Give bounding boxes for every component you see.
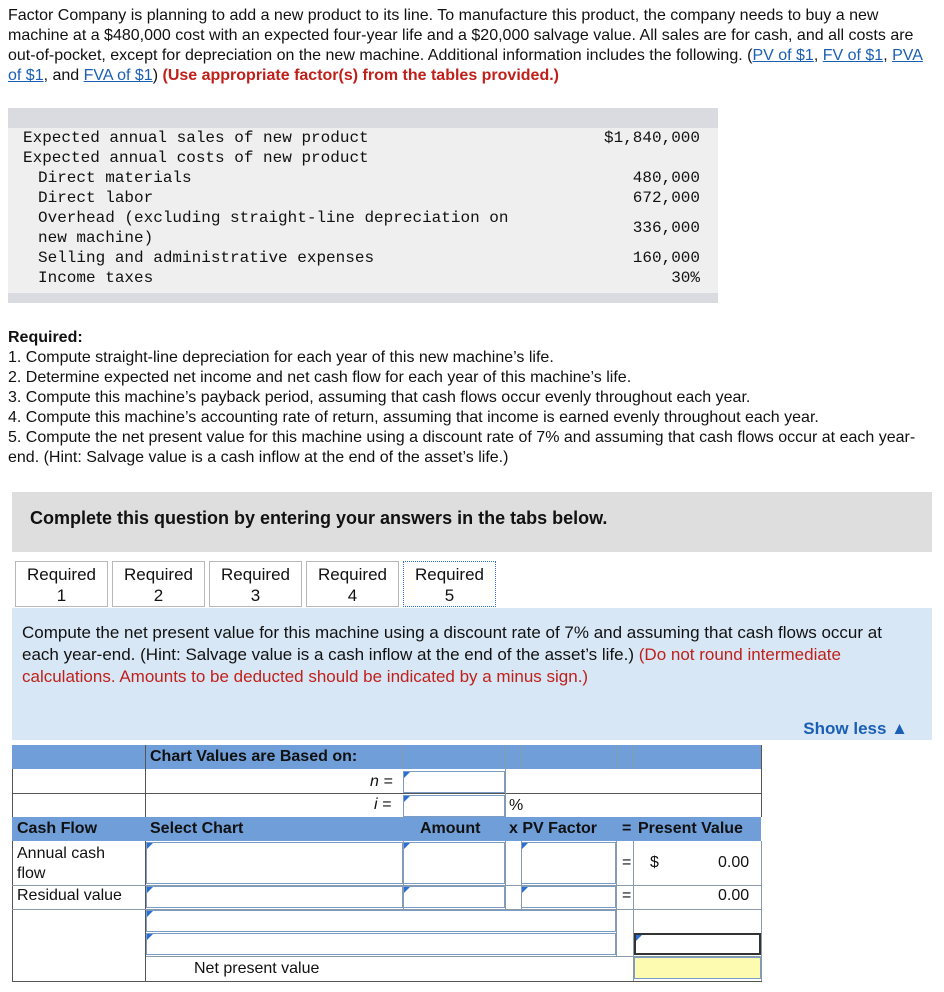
table-header-row [12, 745, 761, 769]
col-equals: = [622, 820, 632, 837]
task-panel [12, 608, 932, 740]
n-label: n = [370, 773, 393, 790]
required-item-1: 1. Compute straight-line depreciation for each year of this new machine’s life. [8, 349, 554, 366]
tab-required-4[interactable]: Required 4 [306, 561, 399, 607]
tab-required-1[interactable]: Required 1 [15, 561, 108, 607]
residual-value-chart-select[interactable] [146, 886, 403, 908]
divider [633, 745, 634, 769]
col-amount: Amount [420, 820, 481, 837]
divider [761, 745, 762, 817]
fv-table-link[interactable]: FV of $1 [822, 47, 884, 64]
blank-row-input-2[interactable] [146, 933, 616, 955]
col-present-value: Present Value [638, 820, 743, 837]
equals-sign: = [622, 854, 632, 871]
equals-sign: = [622, 887, 632, 904]
residual-value-amount-input[interactable] [403, 886, 505, 908]
pv-table-link[interactable]: PV of $1 [752, 47, 814, 64]
task-note: (Do not round intermediate calculations. Amounts to be deducted should be indicated by a minus sign.) [22, 645, 841, 686]
residual-value-pv-factor-input[interactable] [521, 886, 616, 908]
divider [633, 841, 634, 981]
pva-table-link[interactable]: PVA of $1 [8, 47, 923, 84]
divider [505, 745, 506, 769]
required-item-2: 2. Determine expected net income and net cash flow for each year of this machine’s life. [8, 369, 632, 386]
required-item-3: 3. Compute this machine’s payback period, assuming that cash flows occur evenly throughout each year. [8, 389, 751, 406]
blank-row-input-1[interactable] [146, 910, 616, 932]
net-present-value-label: Net present value [194, 960, 320, 977]
divider [505, 769, 506, 817]
intro-text: Factor Company is planning to add a new product to its line. To manufacture this product, the company needs to buy a new machine at a $480,000 cost with an expected four-year life and a $20,000 salvage value. All sales are for cash, and all costs are out-of-pocket, except for depreciation on the new machine. Additional information includes the following. ( [8, 7, 914, 64]
divider [403, 745, 404, 769]
col-pv-factor: x PV Factor [509, 820, 598, 837]
col-select-chart: Select Chart [150, 820, 244, 837]
dollar-sign: $ [650, 854, 659, 871]
divider [12, 793, 761, 794]
divider [12, 769, 13, 981]
i-label: i = [374, 796, 392, 813]
residual-value-present-value: 0.00 [718, 887, 750, 904]
tab-required-5[interactable]: Required 5 [403, 561, 496, 607]
required-list [8, 328, 936, 468]
divider [12, 981, 762, 982]
problem-intro: Factor Company is planning to add a new product to its line. To manufacture this product, the company needs to buy a new machine at a $480,000 cost with an expected four-year life and a $20,000 salvage value. All sales are for cash, and all costs are out-of-pocket, except for depreciation on the new machine. Additional information includes the following. (PV of $1, FV of $1, PVA of $1, and FVA of $1) (Use appropriate factor(s) from the tables provided.) [8, 7, 923, 84]
triangle-up-icon: ▲ [891, 719, 908, 738]
annual-cash-flow-present-value: 0.00 [718, 854, 750, 871]
required-item-4: 4. Compute this machine’s accounting rate of return, assuming that income is earned evenly throughout each year. [8, 409, 819, 426]
i-input[interactable] [403, 795, 505, 817]
required-title: Required: [8, 329, 83, 346]
divider [521, 745, 522, 769]
residual-value-label: Residual value [17, 887, 122, 904]
col-cash-flow: Cash Flow [17, 820, 98, 837]
tab-required-2[interactable]: Required 2 [112, 561, 205, 607]
task-text: Compute the net present value for this machine using a discount rate of 7% and assuming that cash flows occur at each year-end. (Hint: Salvage value is a cash inflow at the end of the asset’s life.) (Do not round intermediate calculations. Amounts to be deducted should be indicated by a minus sign.) [22, 623, 882, 686]
percent-sign: % [509, 797, 524, 814]
show-less-link[interactable]: Show less ▲ [803, 719, 908, 738]
divider [616, 841, 617, 956]
net-present-value-output[interactable] [634, 957, 761, 979]
annual-cash-flow-amount-input[interactable] [403, 842, 505, 884]
divider [403, 841, 404, 909]
subtotal-input[interactable] [634, 933, 761, 955]
required-item-5: 5. Compute the net present value for this machine using a discount rate of 7% and assuming that cash flows occur at each year-end. (Hint: Salvage value is a cash inflow at the end of the asset’s life.) [8, 429, 916, 466]
tab-required-3[interactable]: Required 3 [209, 561, 302, 607]
fva-table-link[interactable]: FVA of $1 [83, 67, 153, 84]
npv-answer-table [12, 745, 762, 985]
intro-instruction: (Use appropriate factor(s) from the tables provided.) [162, 67, 559, 84]
given-data-table: Expected annual sales of new product $1,840,000 Expected annual costs of new product Direct materials 480,000 Direct labor 672,000 Overhead (excluding straight-line depreciation on 336,000 new machine) Selling and administrative expenses 160,000 Income taxes 30% [8, 108, 718, 303]
divider [521, 841, 522, 909]
instructions-banner: Complete this question by entering your answers in the tabs below. [12, 492, 932, 552]
divider [505, 841, 506, 909]
annual-cash-flow-pv-factor-input[interactable] [521, 842, 616, 884]
divider [761, 841, 762, 981]
annual-cash-flow-label: Annual cash flow [17, 845, 106, 882]
chart-values-header: Chart Values are Based on: [150, 748, 358, 765]
n-input[interactable] [403, 771, 505, 793]
annual-cash-flow-chart-select[interactable] [146, 842, 403, 884]
divider [616, 745, 617, 769]
